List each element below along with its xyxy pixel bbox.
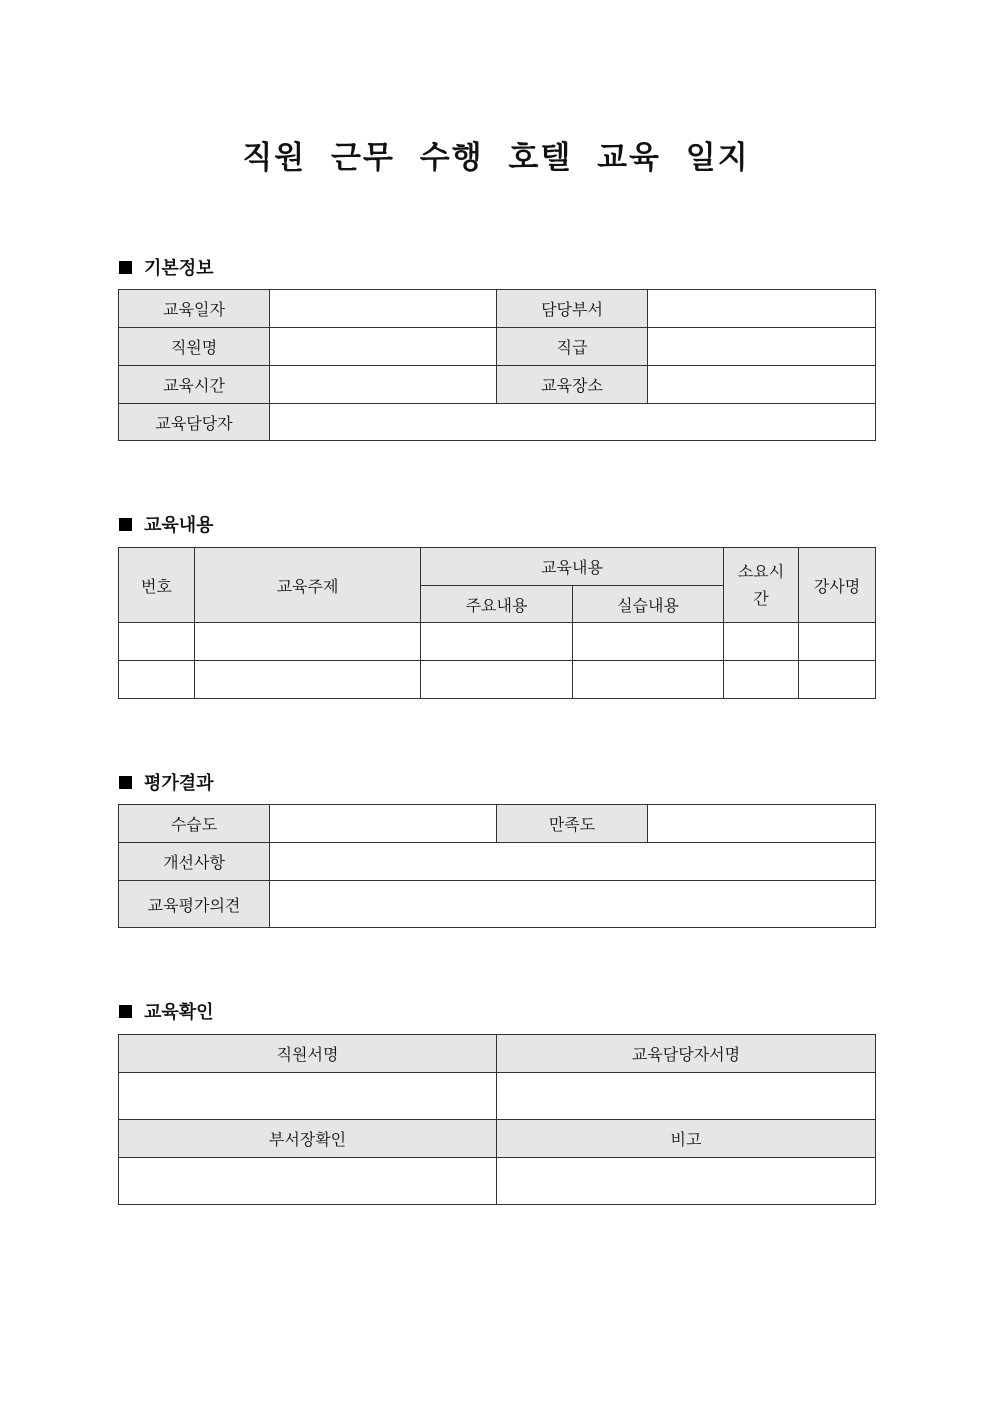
content-group-header: 교육내용	[421, 548, 724, 586]
main-content-header: 주요내용	[421, 586, 573, 623]
number-header: 번호	[119, 548, 195, 623]
content-table	[118, 547, 876, 699]
evaluation-opinion-label: 교육평가의견	[119, 881, 270, 928]
education-date-label: 교육일자	[119, 290, 270, 328]
section-heading-label: 기본정보	[144, 258, 214, 279]
improvement-label: 개선사항	[119, 843, 270, 881]
satisfaction-field[interactable]	[648, 805, 876, 843]
education-date-field[interactable]	[270, 290, 497, 328]
employee-signature-label: 직원서명	[119, 1035, 497, 1073]
education-place-field[interactable]	[648, 366, 876, 404]
section-heading-evaluation	[119, 769, 214, 795]
education-time-field[interactable]	[270, 366, 497, 404]
confirmation-table	[118, 1034, 876, 1205]
improvement-field[interactable]	[270, 843, 876, 881]
department-field[interactable]	[648, 290, 876, 328]
instructor-signature-field[interactable]	[497, 1073, 876, 1120]
row-practice-content-cell[interactable]	[573, 661, 724, 699]
row-number-cell[interactable]	[119, 623, 195, 661]
section-heading-label: 교육확인	[144, 1002, 214, 1023]
duration-header: 소요시간	[724, 548, 799, 623]
topic-header: 교육주제	[195, 548, 421, 623]
instructor-signature-label: 교육담당자서명	[497, 1035, 876, 1073]
row-lecturer-cell[interactable]	[799, 623, 876, 661]
section-heading-label: 교육내용	[144, 515, 214, 536]
education-time-label: 교육시간	[119, 366, 270, 404]
remarks-label: 비고	[497, 1120, 876, 1158]
row-duration-cell[interactable]	[724, 623, 799, 661]
employee-name-field[interactable]	[270, 328, 497, 366]
section-heading-label: 평가결과	[144, 773, 214, 794]
square-bullet-icon	[119, 518, 132, 531]
row-topic-cell[interactable]	[195, 661, 421, 699]
instructor-field[interactable]	[270, 404, 876, 441]
section-heading-content	[119, 511, 214, 537]
row-main-content-cell[interactable]	[421, 623, 573, 661]
mastery-field[interactable]	[270, 805, 497, 843]
square-bullet-icon	[119, 1005, 132, 1018]
section-heading-basic-info	[119, 254, 214, 280]
manager-confirm-field[interactable]	[119, 1158, 497, 1205]
instructor-label: 교육담당자	[119, 404, 270, 441]
row-lecturer-cell[interactable]	[799, 661, 876, 699]
document-title: 직원 근무 수행 호텔 교육 일지	[242, 140, 750, 176]
lecturer-header: 강사명	[799, 548, 876, 623]
department-label: 담당부서	[497, 290, 648, 328]
employee-name-label: 직원명	[119, 328, 270, 366]
square-bullet-icon	[119, 776, 132, 789]
satisfaction-label: 만족도	[497, 805, 648, 843]
mastery-label: 수습도	[119, 805, 270, 843]
position-label: 직급	[497, 328, 648, 366]
row-main-content-cell[interactable]	[421, 661, 573, 699]
employee-signature-field[interactable]	[119, 1073, 497, 1120]
practice-content-header: 실습내용	[573, 586, 724, 623]
position-field[interactable]	[648, 328, 876, 366]
education-place-label: 교육장소	[497, 366, 648, 404]
row-duration-cell[interactable]	[724, 661, 799, 699]
manager-confirm-label: 부서장확인	[119, 1120, 497, 1158]
table-row	[119, 623, 876, 661]
remarks-field[interactable]	[497, 1158, 876, 1205]
row-practice-content-cell[interactable]	[573, 623, 724, 661]
basic-info-table	[118, 289, 876, 441]
table-row	[119, 661, 876, 699]
square-bullet-icon	[119, 261, 132, 274]
evaluation-opinion-field[interactable]	[270, 881, 876, 928]
section-heading-confirmation	[119, 998, 214, 1024]
row-number-cell[interactable]	[119, 661, 195, 699]
evaluation-table	[118, 804, 876, 928]
row-topic-cell[interactable]	[195, 623, 421, 661]
